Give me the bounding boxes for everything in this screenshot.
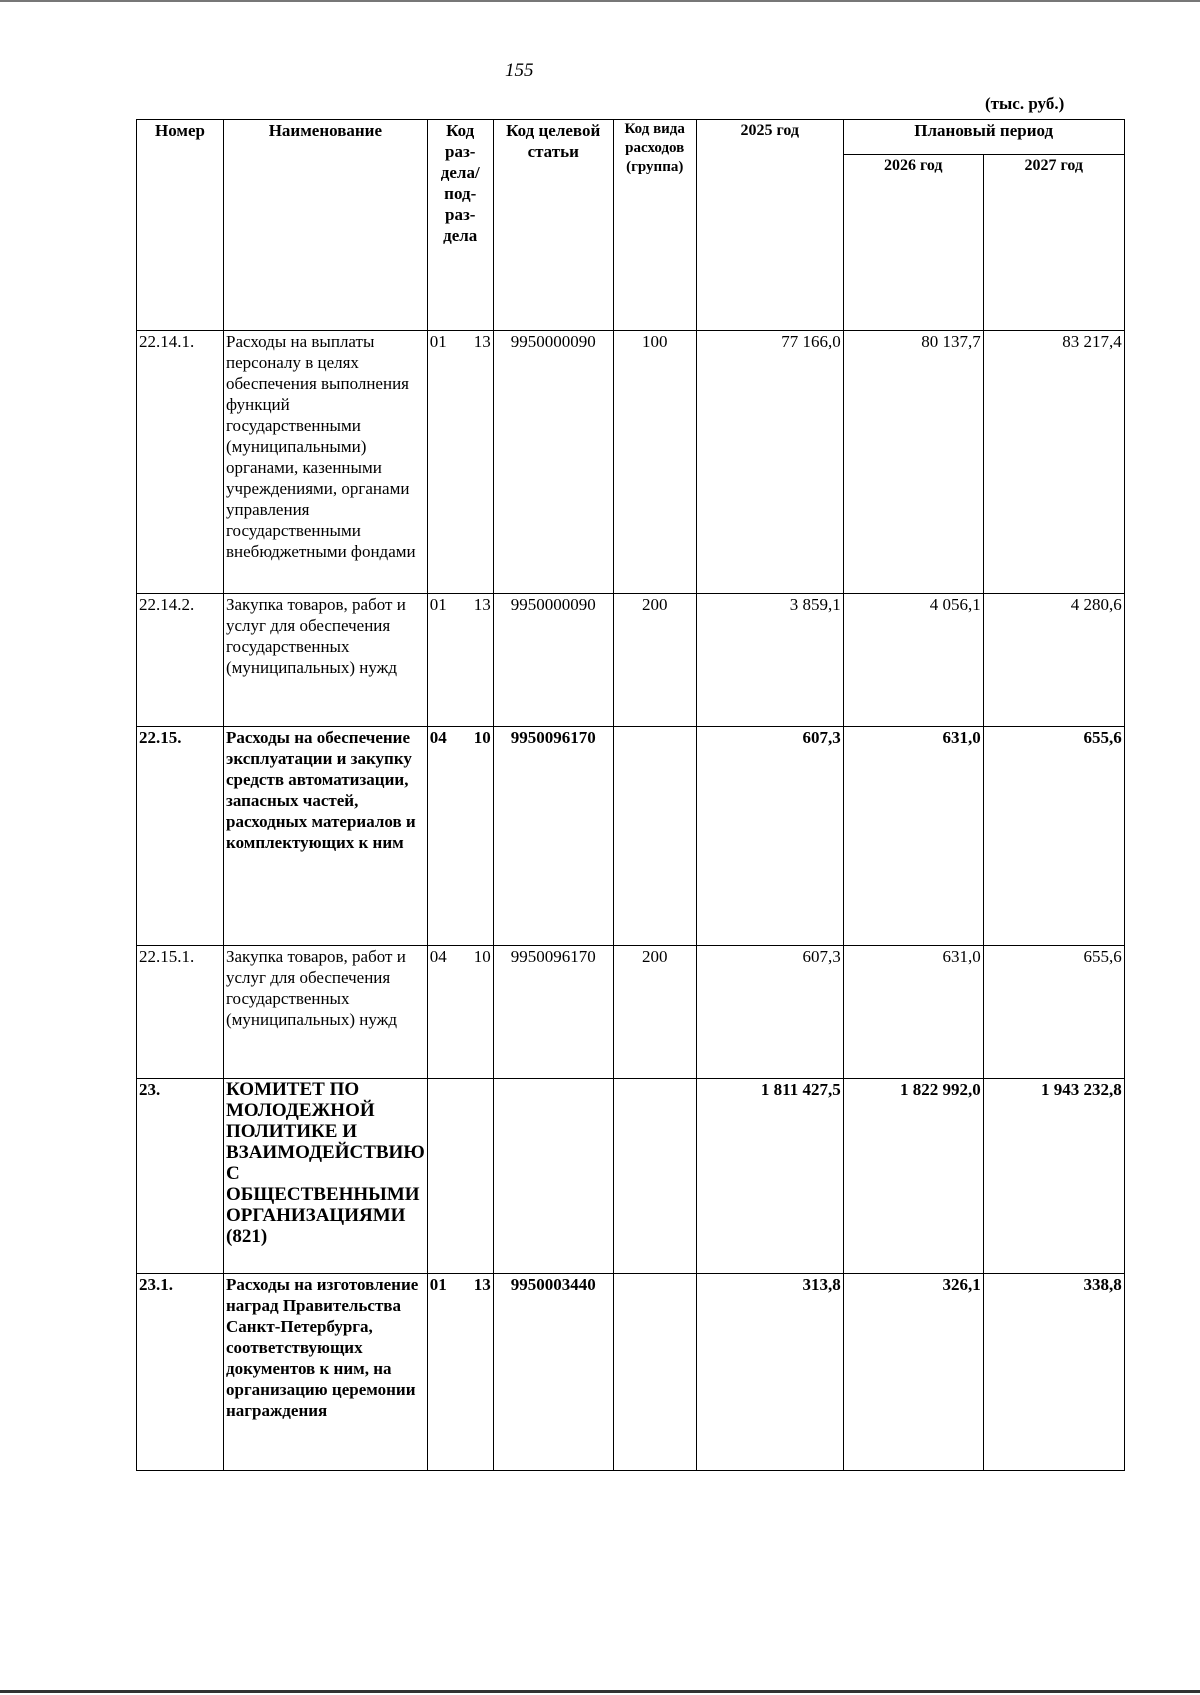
header-year-2025: 2025 год: [696, 120, 843, 331]
row-target-code: 9950096170: [493, 727, 613, 946]
units-label: (тыс. руб.): [985, 94, 1065, 113]
row-value-2026: 80 137,7: [843, 331, 983, 594]
row-target-code: 9950000090: [493, 331, 613, 594]
row-target-code: 9950000090: [493, 594, 613, 727]
table-row: [137, 594, 1125, 727]
row-name: Закупка товаров, работ и услуг для обеспечения государственных (муниципальных) нужд: [224, 946, 428, 1079]
section: 04: [429, 728, 447, 747]
row-section-code: [427, 1079, 493, 1274]
row-target-code: 9950003440: [493, 1274, 613, 1471]
row-section-code: [427, 331, 493, 594]
row-value-2027: 83 217,4: [983, 331, 1124, 594]
row-value-2026: 326,1: [843, 1274, 983, 1471]
header-target-code: Код целевой статьи: [493, 120, 613, 331]
header-expense-type: Код вида расходов (группа): [613, 120, 696, 331]
subsection: 13: [473, 332, 491, 351]
row-number: 22.15.1.: [137, 946, 224, 1079]
row-name: Расходы на выплаты персоналу в целях обеспечения выполнения функций государственными (муниципальными) органами, казенными учреждениями, органами управления государственными внебюджетными фондами: [224, 331, 428, 594]
table-row: [137, 727, 1125, 946]
row-value-2025: 607,3: [696, 727, 843, 946]
row-value-2027: 655,6: [983, 946, 1124, 1079]
row-value-2027: 338,8: [983, 1274, 1124, 1471]
scan-edge-top: [0, 0, 1200, 2]
row-target-code: [493, 1079, 613, 1274]
subsection: 10: [473, 947, 491, 966]
row-value-2027: 1 943 232,8: [983, 1079, 1124, 1274]
row-value-2026: 4 056,1: [843, 594, 983, 727]
row-number: 23.1.: [137, 1274, 224, 1471]
table-row: [137, 946, 1125, 1079]
row-value-2025: 313,8: [696, 1274, 843, 1471]
header-row-1: [137, 120, 1125, 155]
table-row: [137, 1079, 1125, 1274]
row-section-code: [427, 946, 493, 1079]
row-value-2026: 1 822 992,0: [843, 1079, 983, 1274]
subsection: 13: [473, 595, 491, 614]
row-section-code: [427, 594, 493, 727]
row-value-2025: 607,3: [696, 946, 843, 1079]
header-year-2027: 2027 год: [983, 155, 1124, 331]
budget-table: [136, 119, 1125, 1471]
header-section-code: Код раз-дела/ под-раз-дела: [427, 120, 493, 331]
row-expense-type: [613, 727, 696, 946]
row-value-2027: 655,6: [983, 727, 1124, 946]
row-section-code: [427, 727, 493, 946]
row-expense-type: [613, 1079, 696, 1274]
row-number: 22.15.: [137, 727, 224, 946]
row-number: 23.: [137, 1079, 224, 1274]
section: 04: [429, 947, 447, 966]
section: 01: [429, 332, 447, 351]
row-name: КОМИТЕТ ПО МОЛОДЕЖНОЙ ПОЛИТИКЕ И ВЗАИМОДЕЙСТВИЮ С ОБЩЕСТВЕННЫМИ ОРГАНИЗАЦИЯМИ (821): [224, 1079, 428, 1274]
row-value-2025: 77 166,0: [696, 331, 843, 594]
table-row: [137, 331, 1125, 594]
table-row: [137, 1274, 1125, 1471]
row-target-code: 9950096170: [493, 946, 613, 1079]
row-expense-type: 100: [613, 331, 696, 594]
header-year-2026: 2026 год: [843, 155, 983, 331]
row-expense-type: 200: [613, 946, 696, 1079]
header-planned-period: Плановый период: [843, 120, 1124, 155]
row-name: Закупка товаров, работ и услуг для обеспечения государственных (муниципальных) нужд: [224, 594, 428, 727]
page-number: 155: [505, 60, 534, 81]
row-name: Расходы на обеспечение эксплуатации и закупку средств автоматизации, запасных частей, расходных материалов и комплектующих к ним: [224, 727, 428, 946]
row-value-2025: 1 811 427,5: [696, 1079, 843, 1274]
row-expense-type: 200: [613, 594, 696, 727]
section: 01: [429, 1275, 447, 1294]
row-number: 22.14.1.: [137, 331, 224, 594]
row-value-2025: 3 859,1: [696, 594, 843, 727]
row-number: 22.14.2.: [137, 594, 224, 727]
scan-edge-bottom: [0, 1690, 1200, 1693]
row-value-2026: 631,0: [843, 946, 983, 1079]
row-value-2027: 4 280,6: [983, 594, 1124, 727]
section: 01: [429, 595, 447, 614]
row-expense-type: [613, 1274, 696, 1471]
subsection: 13: [473, 1275, 491, 1294]
header-number: Номер: [137, 120, 224, 331]
row-section-code: [427, 1274, 493, 1471]
row-value-2026: 631,0: [843, 727, 983, 946]
header-name: Наименование: [224, 120, 428, 331]
row-name: Расходы на изготовление наград Правительства Санкт-Петербурга, соответствующих документов к ним, на организацию церемонии награждения: [224, 1274, 428, 1471]
subsection: 10: [473, 728, 491, 747]
